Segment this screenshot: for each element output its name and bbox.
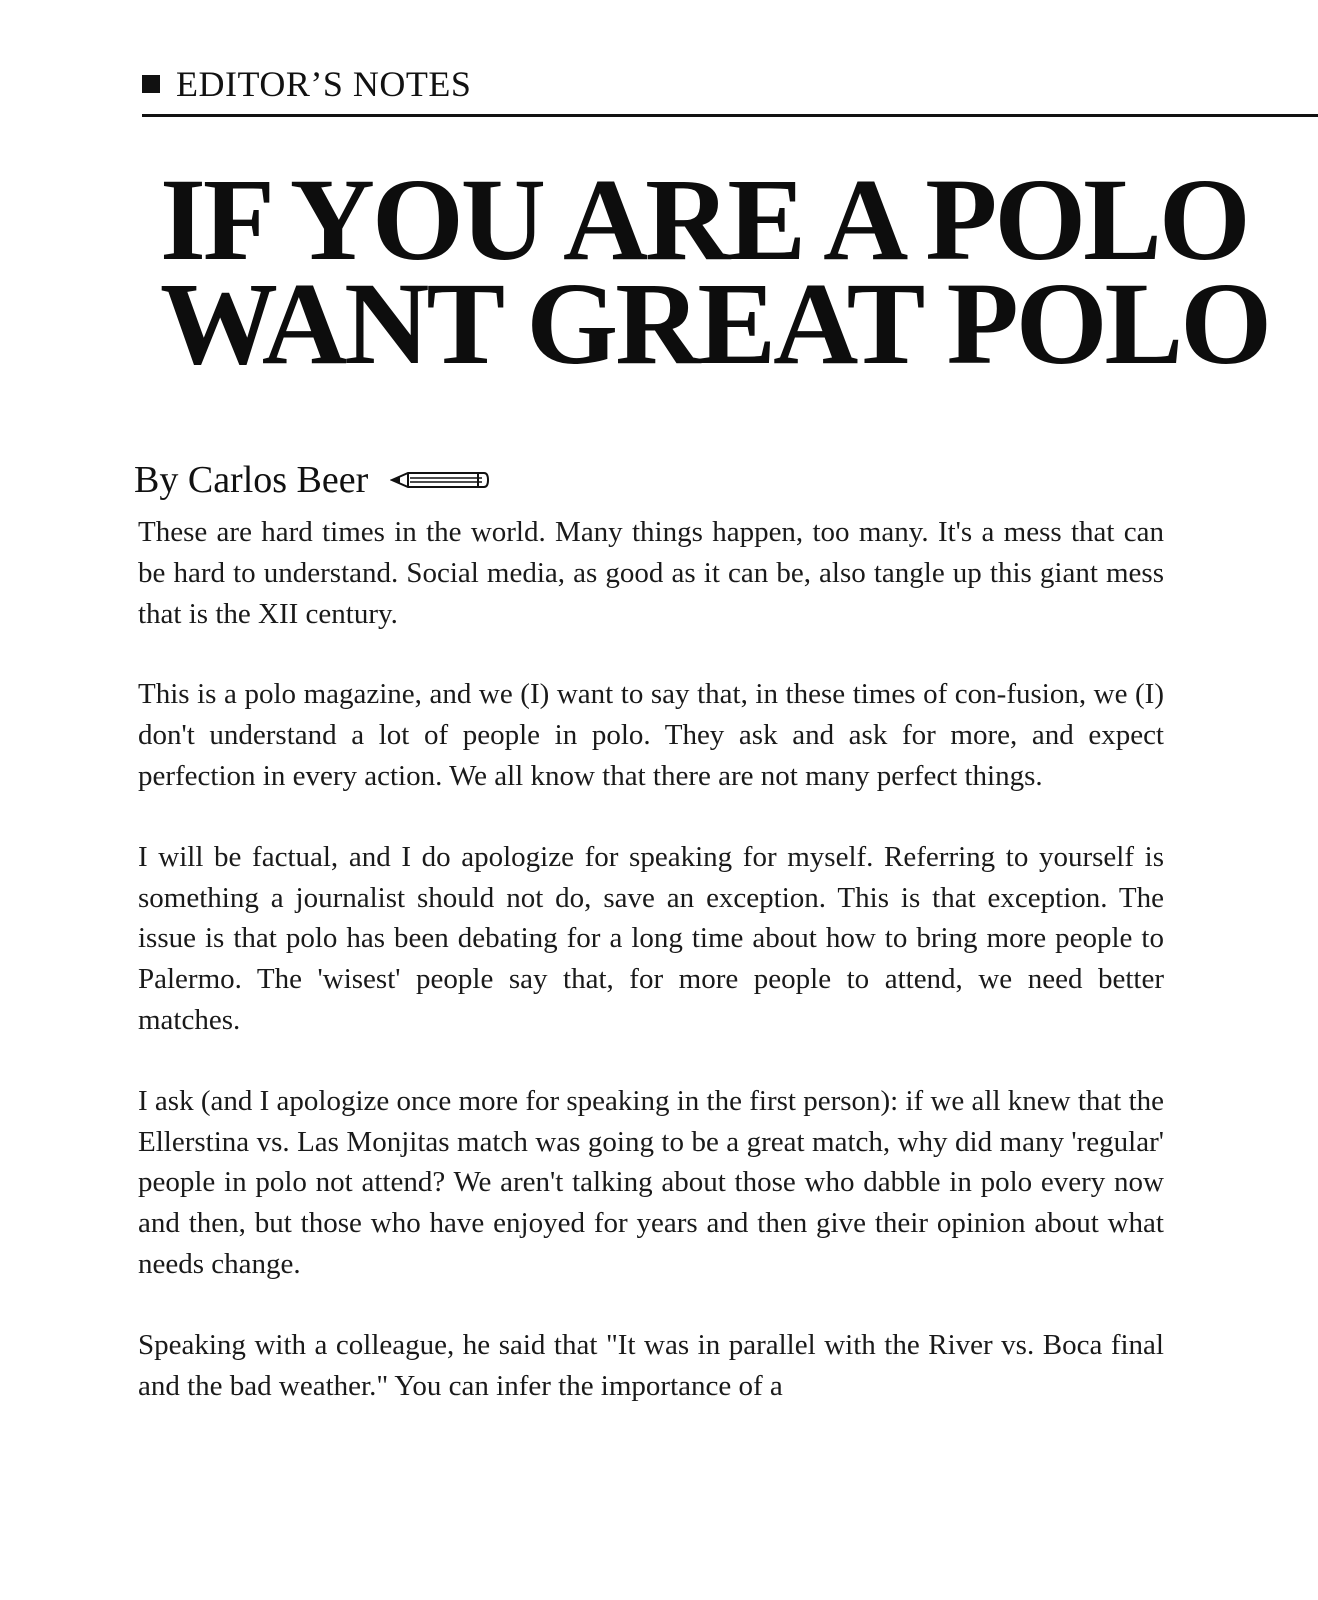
headline-text — [160, 168, 1318, 389]
byline-text: By Carlos Beer — [134, 459, 369, 501]
article-paragraph-1: These are hard times in the world. Many things happen, too many. It's a mess that can be hard to understand. Social media, as good as it can be, also tangle up this giant mess that is the XII century. — [138, 516, 1164, 630]
section-label-text: EDITOR’S NOTES — [176, 64, 472, 104]
headline — [160, 168, 1318, 408]
headline-line-2: WANT GREAT POLO — [160, 258, 1270, 389]
article-paragraph-4: I ask (and I apologize once more for speaking in the first person): if we all knew that the Ellerstina vs. Las Monjitas match was going to be a great match, why did many 'regular' people in polo not attend? We aren't talking about those who dabble in polo every now and then, but those who have enjoyed for years and then give their opinion about what needs change. — [138, 1084, 1164, 1280]
section-square-icon — [142, 75, 160, 93]
section-divider — [142, 114, 1318, 117]
headline-line-1: IF YOU ARE A POLO — [160, 168, 1248, 285]
byline — [134, 456, 490, 504]
pencil-icon — [390, 469, 490, 491]
article-paragraph-5: Speaking with a colleague, he said that "It was in parallel with the River vs. Boca final and the bad weather." You can infer the importance of a — [138, 1328, 1164, 1402]
section-label — [142, 62, 471, 106]
article-paragraph-2: This is a polo magazine, and we (I) want to say that, in these times of con-fusion, we (I) don't understand a lot of people in polo. They ask and ask for more, and expect perfection in every action. We all know that there are not many perfect things. — [138, 678, 1164, 792]
article-body — [138, 512, 1164, 1446]
article-paragraph-3: I will be factual, and I do apologize for speaking for myself. Referring to yourself is something a journalist should not do, save an exception. This is that exception. The issue is that polo has been debating for a long time about how to bring more people to Palermo. The 'wisest' people say that, for more people to attend, we need better matches. — [138, 840, 1164, 1036]
